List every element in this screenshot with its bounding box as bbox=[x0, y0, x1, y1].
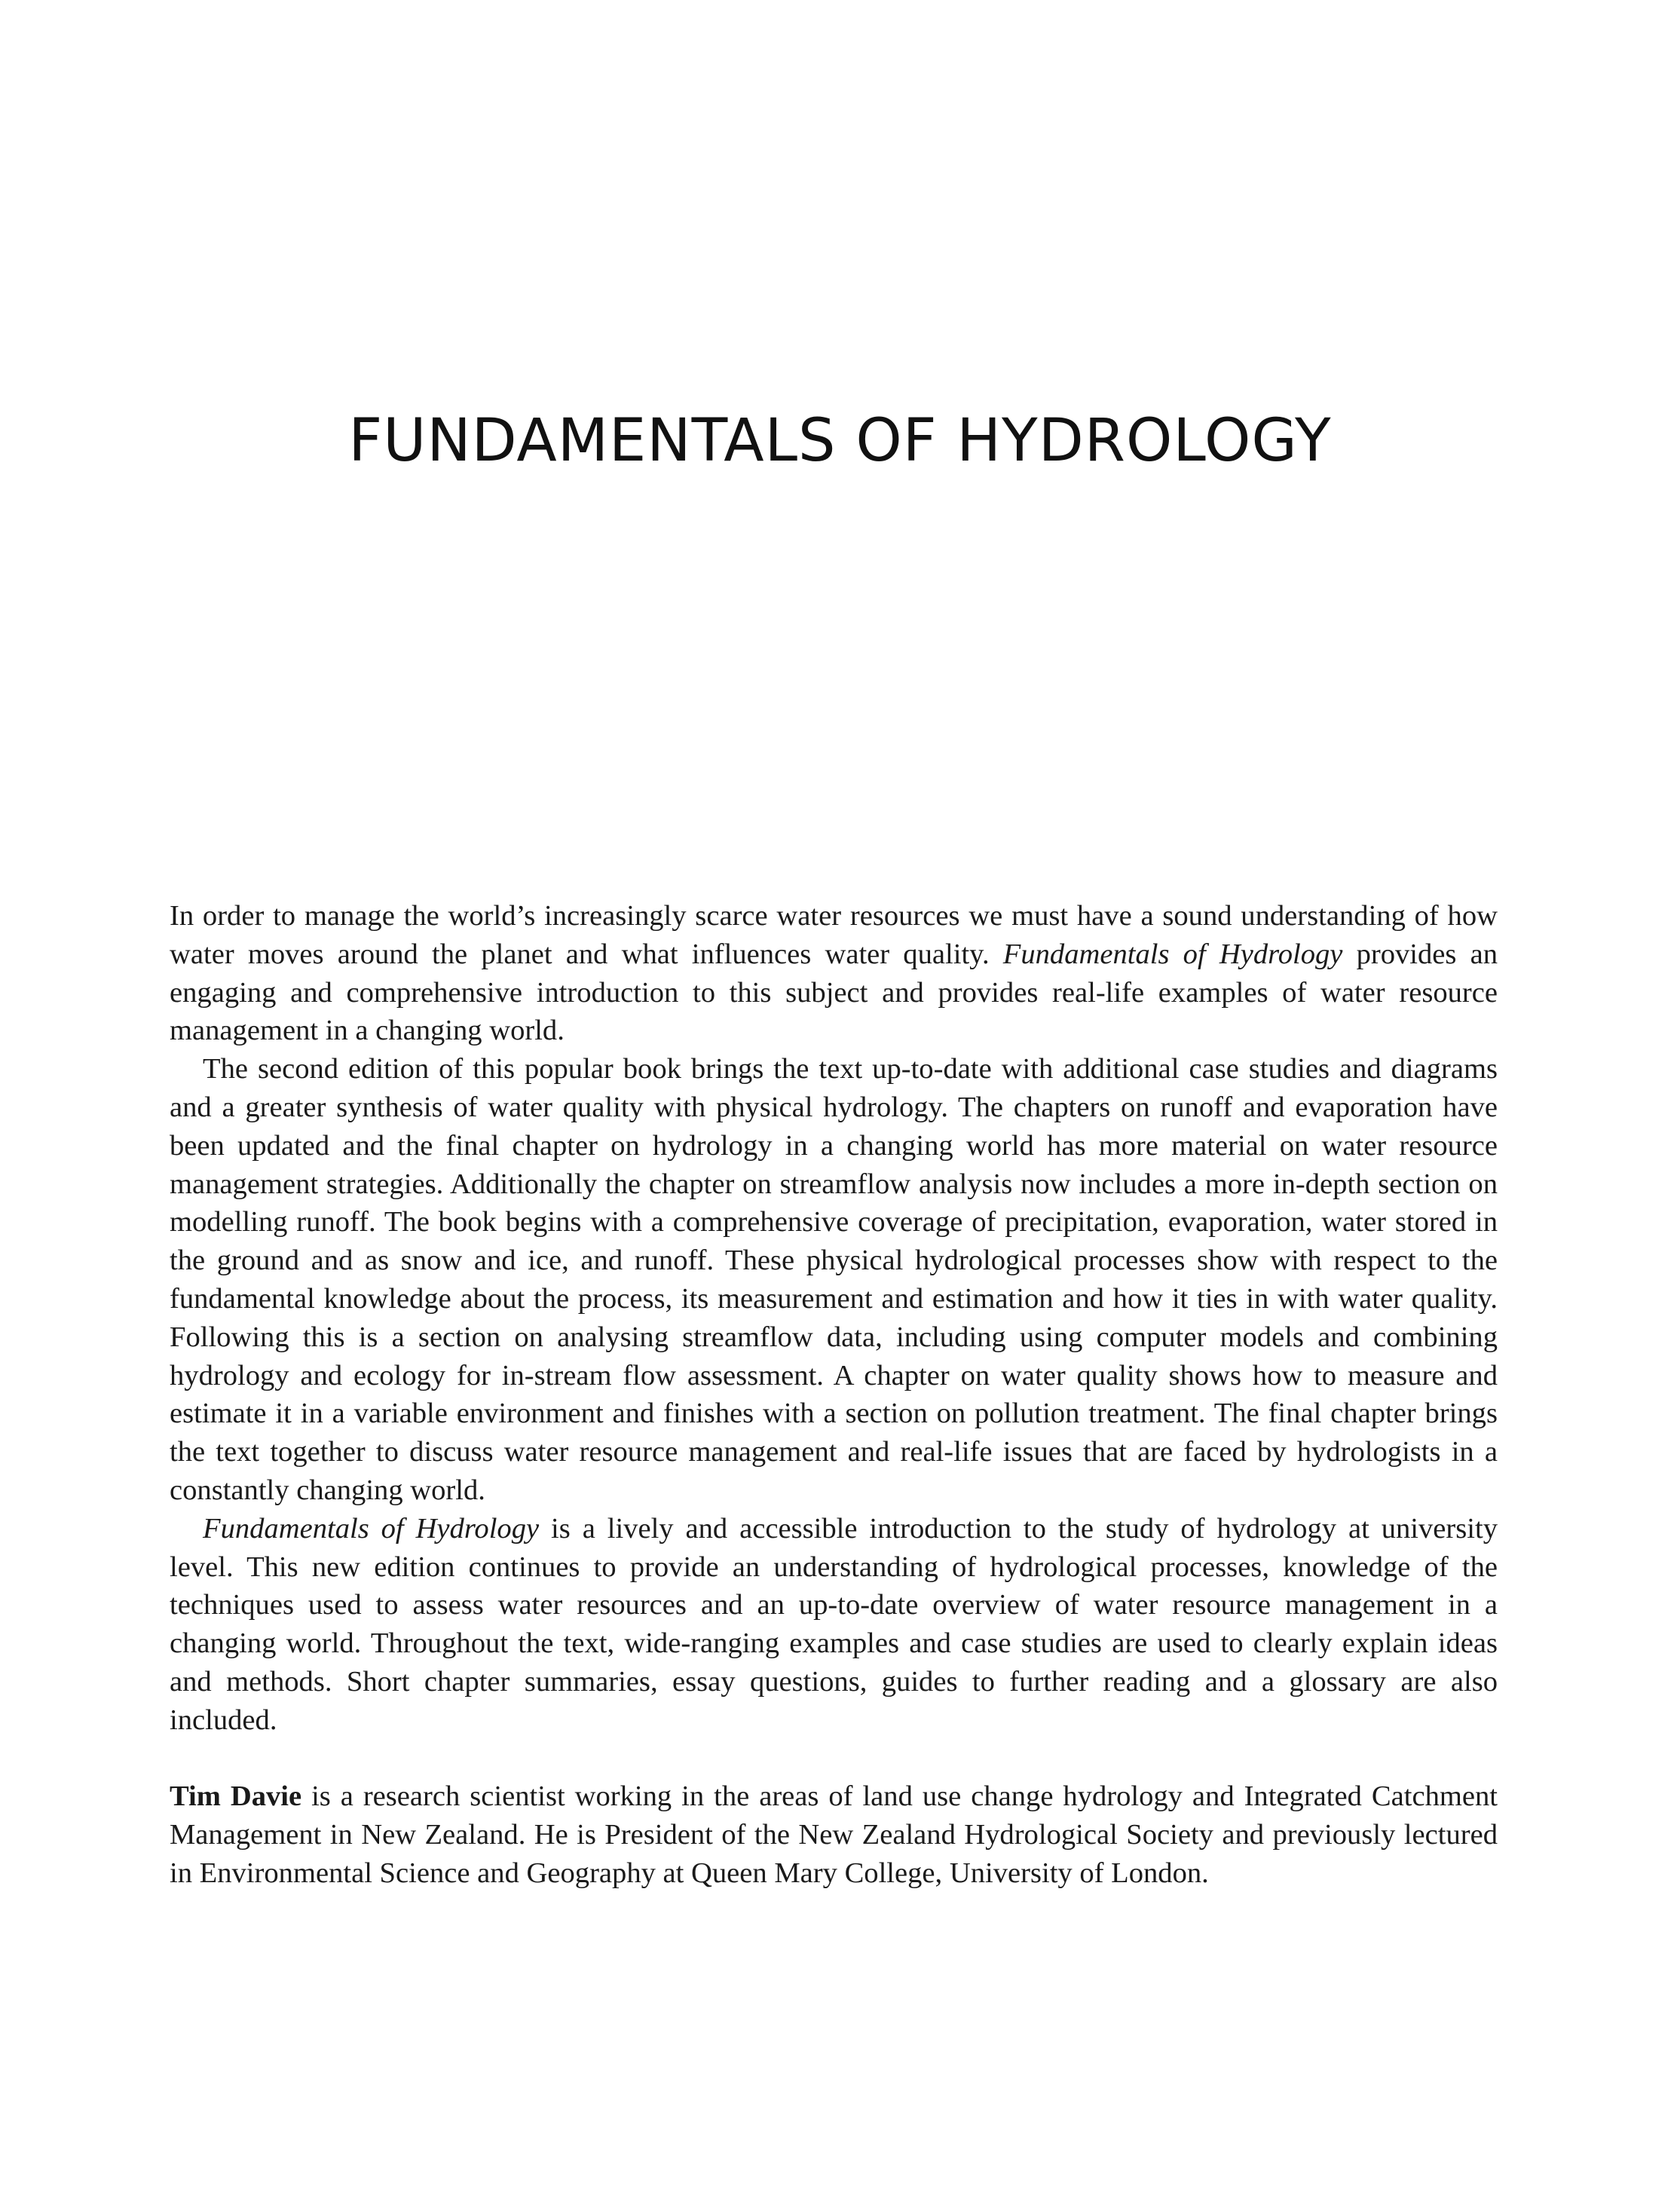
author-bio-text: is a research scientist working in the areas of land use change hydrology and Integrated Catchment Management in New Zealand. He is President of the New Zealand Hydrological Society and previously lectured in Environmental Science and Geography at Queen Mary College, University of London. bbox=[170, 1780, 1498, 1889]
book-title-italic: Fundamentals of Hydrology bbox=[203, 1512, 540, 1545]
book-description bbox=[170, 897, 1498, 1893]
intro-text-start: In order to manage the world’s increasingly scarce water resources we must have a sound understanding of how water moves around the planet and what influences water quality. bbox=[170, 900, 1498, 970]
author-bio bbox=[170, 1777, 1498, 1892]
edition-paragraph: The second edition of this popular book brings the text up-to-date with additional case studies and diagrams and a greater synthesis of water quality with physical hydrology. The chapters on runoff and evaporation have been updated and the final chapter on hydrology in a changing world has more material on water resource management strategies. Additionally the chapter on streamflow analysis now includes a more in-depth section on modelling runoff. The book begins with a comprehensive coverage of precipitation, evaporation, water stored in the ground and as snow and ice, and runoff. These physical hydrological processes show with respect to the fundamental knowledge about the process, its measurement and estimation and how it ties in with water quality. Following this is a section on analysing streamflow data, including using computer models and combining hydrology and ecology for in-stream flow assessment. A chapter on water quality shows how to measure and estimate it in a variable environment and finishes with a section on pollution treatment. The final chapter brings the text together to discuss water resource management and real-life issues that are faced by hydrologists in a constantly changing world. bbox=[170, 1053, 1498, 1506]
author-name: Tim Davie bbox=[170, 1780, 302, 1813]
intro-paragraph bbox=[170, 897, 1498, 1050]
intro-text-end: provides an engaging and comprehensive introduction to this subject and provides real-life examples of water resource management in a changing world. bbox=[170, 938, 1498, 1047]
page-title: FUNDAMENTALS OF HYDROLOGY bbox=[348, 407, 1332, 475]
summary-paragraph bbox=[170, 1510, 1498, 1740]
summary-text: is a lively and accessible introduction to the study of hydrology at university level. This new edition continues to provide an understanding of hydrological processes, knowledge of the techniques used to assess water resources and an up-to-date overview of water resource management in a changing world. Throughout the text, wide-ranging examples and case studies are used to clearly explain ideas and methods. Short chapter summaries, essay questions, guides to further reading and a glossary are also included. bbox=[170, 1512, 1498, 1736]
book-title-italic: Fundamentals of Hydrology bbox=[1002, 938, 1343, 970]
